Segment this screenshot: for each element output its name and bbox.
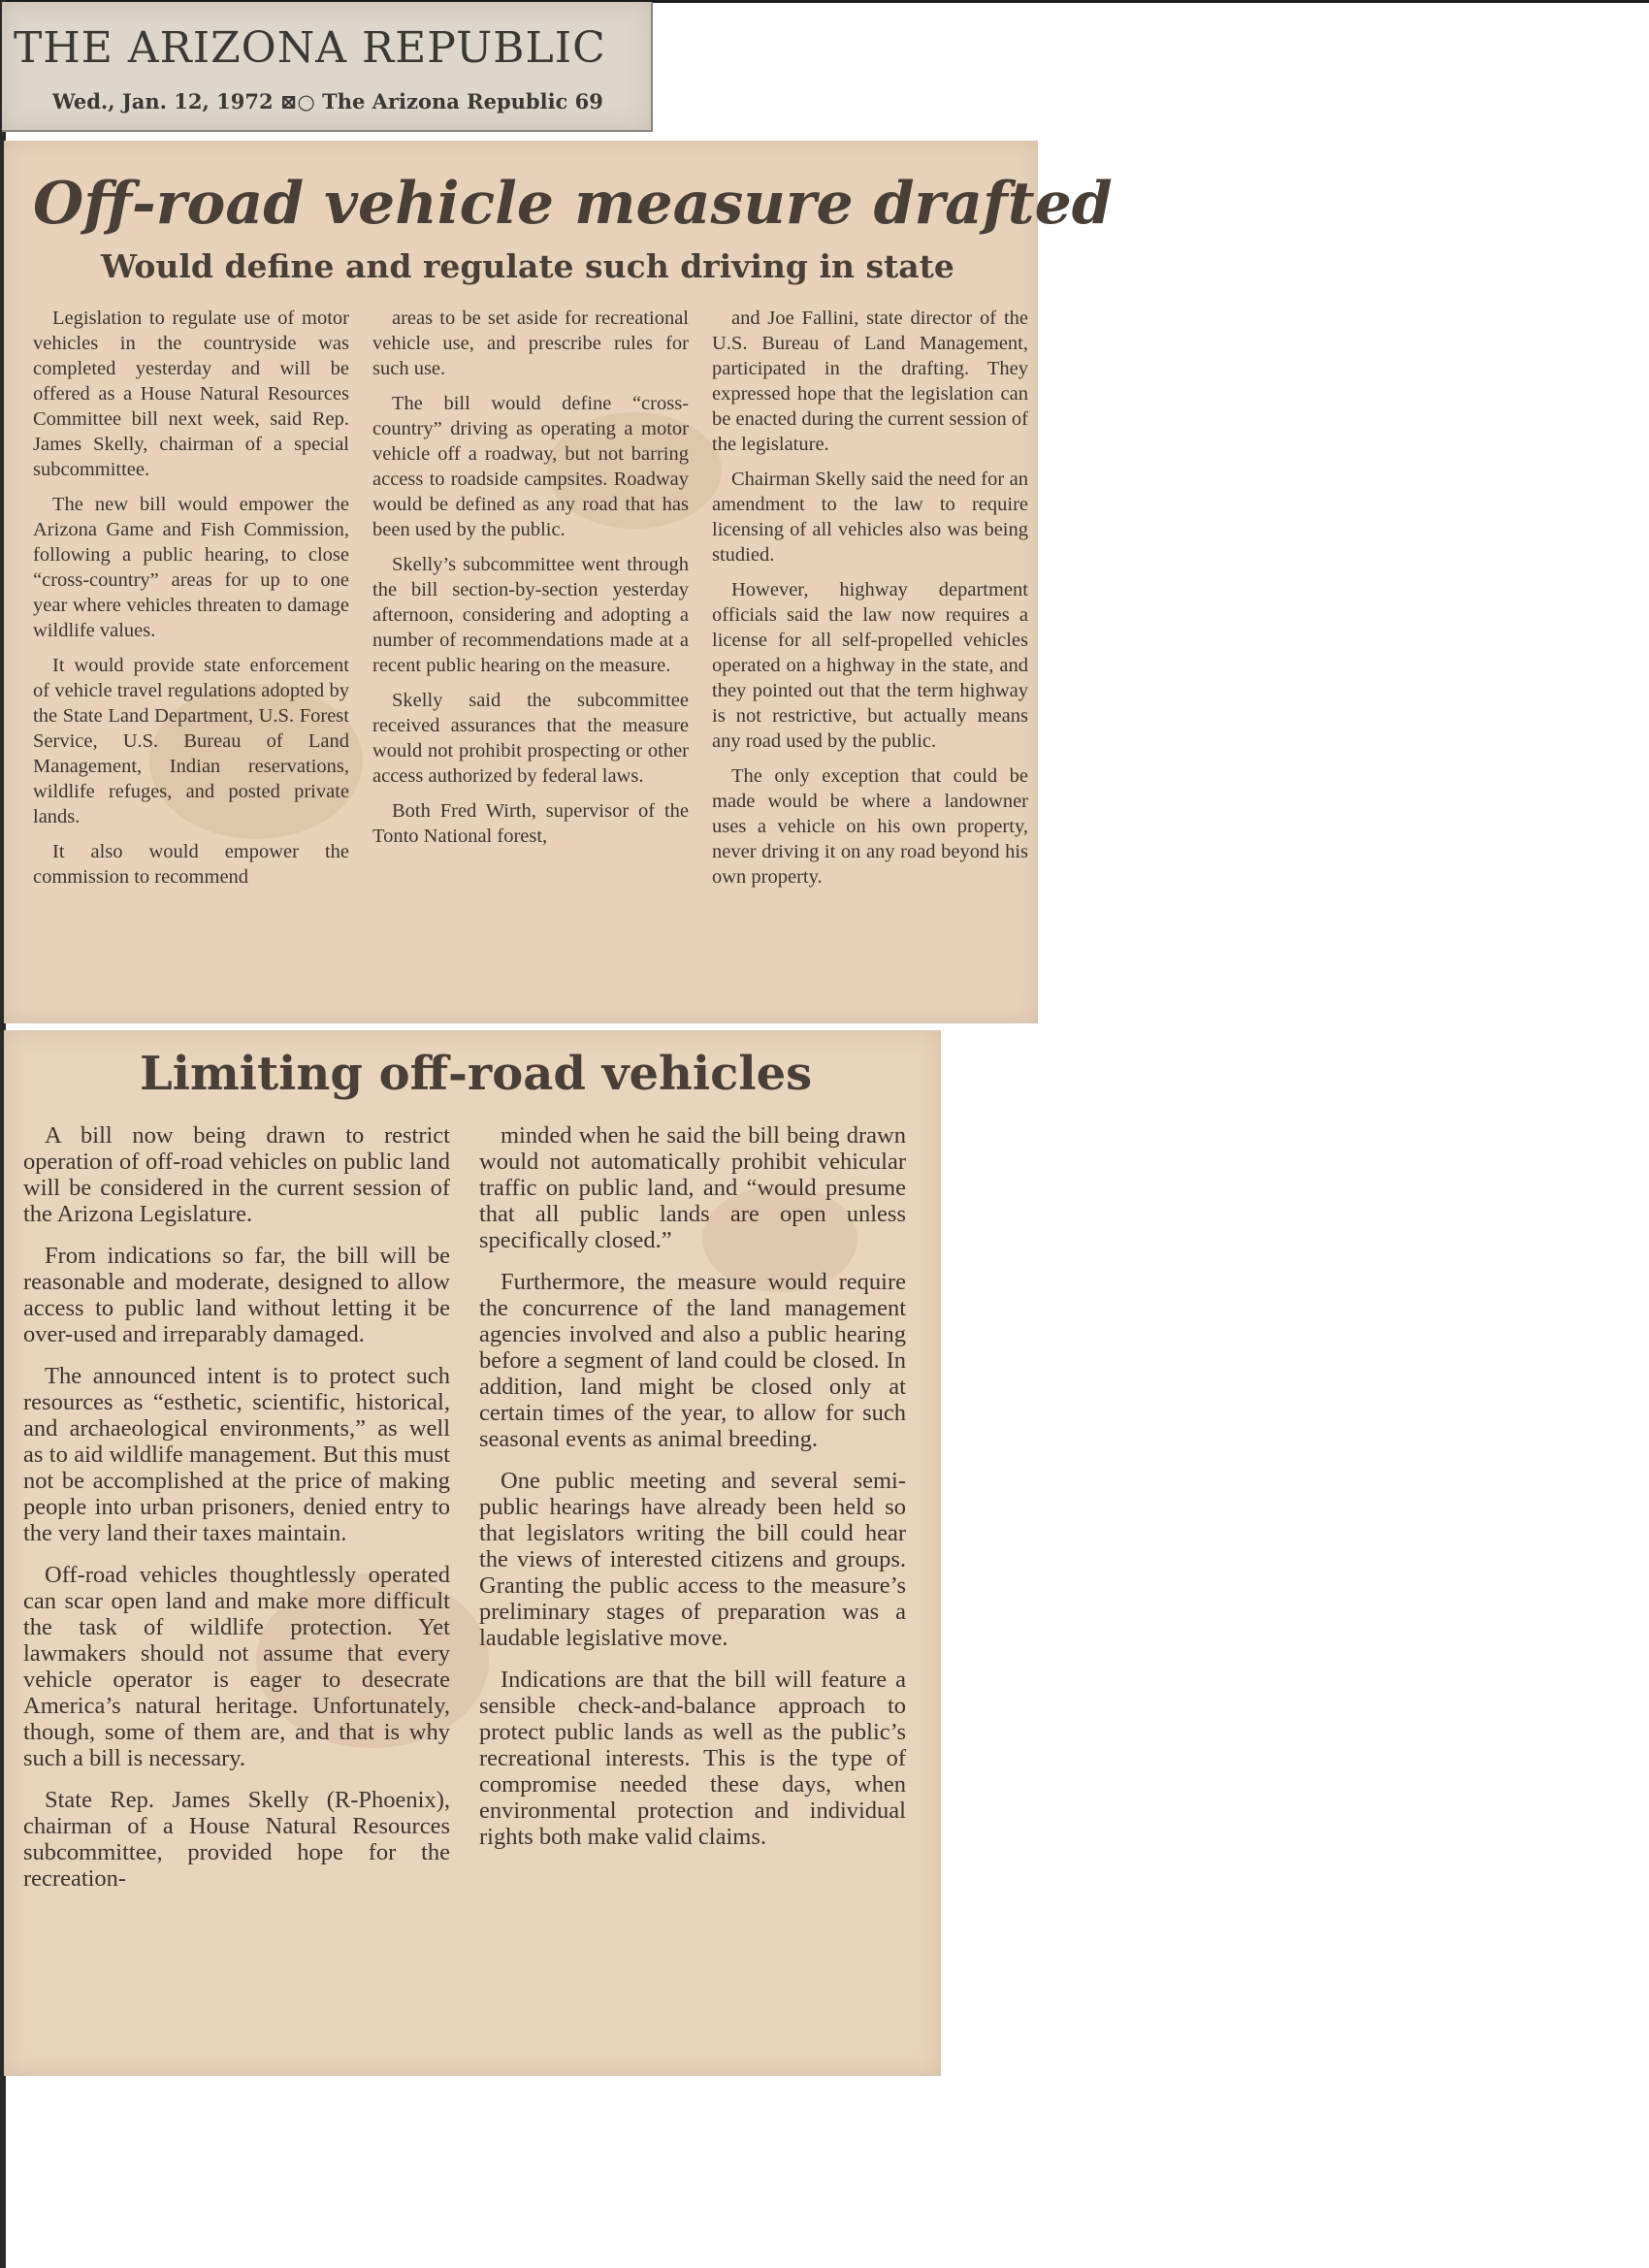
paragraph: areas to be set aside for recreational vehicle use, and prescribe rules for such use. (372, 308, 689, 379)
paragraph: Both Fred Wirth, supervisor of the Tonto National forest, (372, 800, 689, 847)
paragraph: Skelly’s subcommittee went through the bill section-by-section yesterday afternoon, considering and adopting a number of recommendations made at a recent public hearing on the measure. (372, 554, 689, 676)
paragraph: Off-road vehicles thoughtlessly operated can scar open land and make more difficult the task of wildlife protection. Yet lawmakers should not assume that every vehicle operator is eager to desecrate America’s natural heritage. Unfortunately, though, some of them are, and that is why such a bill is necessary. (23, 1562, 450, 1771)
article-body (33, 306, 1032, 1019)
dateline: Wed., Jan. 12, 1972 ⊠○ The Arizona Republic 69 (52, 89, 603, 113)
paragraph: Chairman Skelly said the need for an amendment to the law to require licensing of all vehicles also was being studied. (712, 469, 1028, 566)
paragraph: State Rep. James Skelly (R-Phoenix), chairman of a House Natural Resources subcommittee, provided hope for the recreation- (23, 1787, 450, 1892)
article-column (372, 306, 689, 859)
editorial-headline: Limiting off-road vehicles (140, 1047, 813, 1101)
paragraph: The only exception that could be made would be where a landowner uses a vehicle on his own property, never driving it on any road beyond his own property. (712, 765, 1028, 888)
paragraph: The announced intent is to protect such resources as “esthetic, scientific, historical, and archaeological environments,” as well as to aid wildlife management. But this must not be accomplished at the price of making people into urban prisoners, denied entry to the very land their taxes maintain. (23, 1363, 450, 1546)
paragraph: minded when he said the bill being drawn would not automatically prohibit vehicular traffic on public land, and “would presume that all public lands are open unless specifically closed.” (479, 1122, 906, 1253)
paragraph: However, highway department officials said the law now requires a license for all self-propelled vehicles operated on a highway in the state, and they pointed out that the term highway is not restrictive, but actually means any road used by the public. (712, 579, 1028, 752)
paragraph: and Joe Fallini, state director of the U.S. Bureau of Land Management, participated in the drafting. They expressed hope that the legislation can be enacted during the current session of the legislature. (712, 308, 1028, 455)
paragraph: Furthermore, the measure would require the concurrence of the land management agencies involved and also a public hearing before a segment of land could be closed. In addition, land might be closed only at certain times of the year, to allow for such seasonal events as animal breeding. (479, 1269, 906, 1452)
paragraph: It would provide state enforcement of vehicle travel regulations adopted by the State Land Department, U.S. Forest Service, U.S. Bureau of Land Management, Indian reservations, wildlife refuges, and posted private lands. (33, 655, 349, 827)
paragraph: Skelly said the subcommittee received assurances that the measure would not prohibit prospecting or other access authorized by federal laws. (372, 690, 689, 787)
masthead-clipping (2, 2, 653, 132)
paragraph: Indications are that the bill will feature a sensible check-and-balance approach to protect public lands as well as the public’s recreational interests. This is the type of compromise needed these days, when environmental protection and individual rights both make valid claims. (479, 1667, 906, 1850)
paragraph: Legislation to regulate use of motor vehicles in the countryside was completed yesterday and will be offered as a House Natural Resources Committee bill next week, said Rep. James Skelly, chairman of a special subcommittee. (33, 308, 349, 480)
editorial-column (23, 1122, 450, 1907)
editorial-column (479, 1122, 906, 1865)
paragraph: The bill would define “cross-country” driving as operating a motor vehicle off a roadway, but not barring access to roadside campsites. Roadway would be defined as any road that has been used by the public. (372, 393, 689, 540)
article-subheadline: Would define and regulate such driving in state (101, 247, 954, 285)
article-column (33, 306, 349, 899)
newspaper-name: THE ARIZONA REPUBLIC (14, 23, 606, 73)
paragraph: A bill now being drawn to restrict operation of off-road vehicles on public land will be considered in the current session of the Arizona Legislature. (23, 1122, 450, 1227)
paragraph: From indications so far, the bill will be reasonable and moderate, designed to allow access to public land without letting it be over-used and irreparably damaged. (23, 1243, 450, 1347)
article-column (712, 306, 1028, 899)
paragraph: It also would empower the commission to recommend (33, 841, 349, 888)
editorial-body (23, 1122, 925, 2068)
article-clipping-off-road-measure (4, 141, 1113, 1023)
paragraph: The new bill would empower the Arizona Game and Fish Commission, following a public hearing, to close “cross-country” areas for up to one year where vehicles threaten to damage wildlife values. (33, 494, 349, 641)
editorial-clipping-limiting-off-road (4, 1030, 941, 2076)
article-headline: Off-road vehicle measure drafted (33, 170, 1113, 238)
paragraph: One public meeting and several semi-public hearings have already been held so that legislators writing the bill could hear the views of interested citizens and groups. Granting the public access to the measure’s preliminary stages of preparation was a laudable legislative move. (479, 1468, 906, 1651)
